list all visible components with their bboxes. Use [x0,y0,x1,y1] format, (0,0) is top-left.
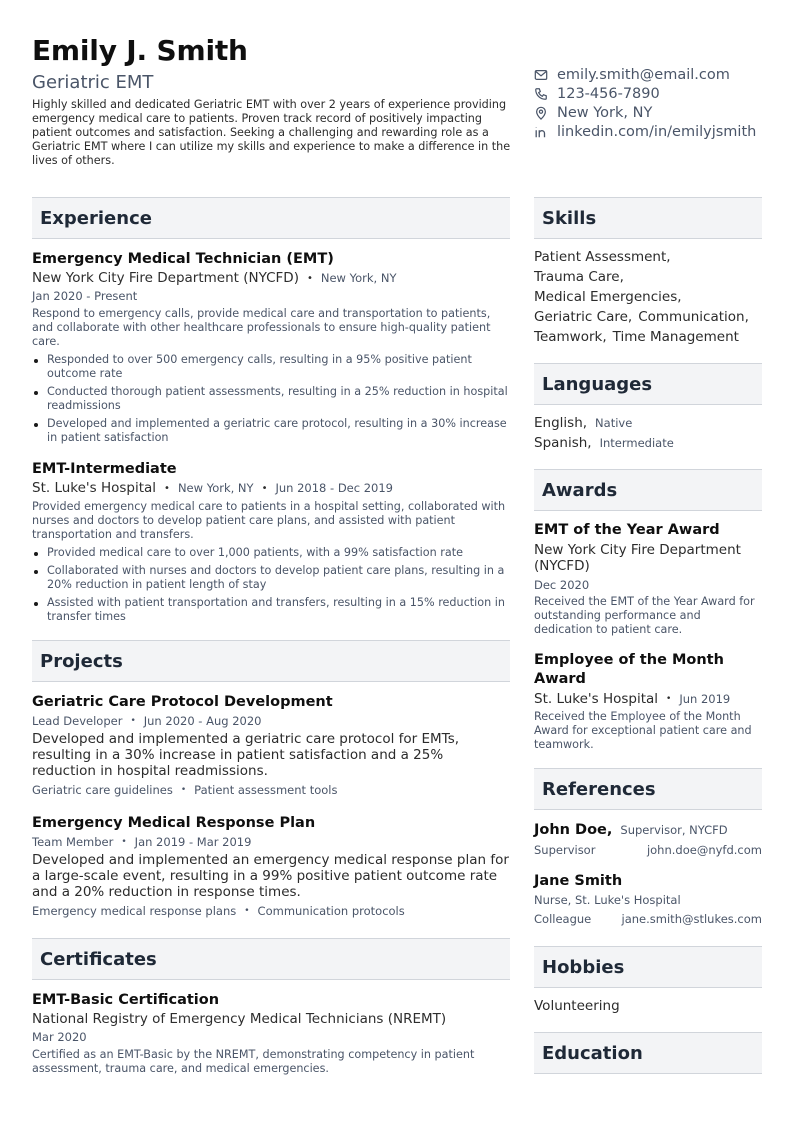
experience-company: New York City Fire Department (NYCFD) [32,270,299,286]
list-item: Developed and implemented a geriatric care protocol, resulting in a 30% increase in patient satisfaction [32,417,510,445]
project-item [32,813,510,920]
job-title: Geriatric EMT [32,72,154,93]
certificate-issuer: National Registry of Emergency Medical Technicians (NREMT) [32,1011,447,1027]
certificates-heading [32,938,510,980]
resume-header [32,34,512,168]
award-org: St. Luke's Hospital [534,691,659,707]
skill: Trauma Care, [534,269,624,285]
mail-icon [534,68,548,82]
separator-dot: • [130,716,136,726]
awards-heading [534,469,762,511]
skills-list [534,247,762,347]
experience-company: St. Luke's Hospital [32,480,157,496]
list-item: Assisted with patient transportation and transfers, resulting in a 15% reduction in transfer times [32,596,510,624]
experience-item [32,459,510,624]
experience-dates: Jan 2020 - Present [32,289,138,303]
skill-row [534,287,762,307]
project-tags [32,902,510,920]
education-heading [534,1032,762,1074]
email-text: emily.smith@email.com [557,66,730,83]
contact-email[interactable] [534,65,789,84]
project-dates: Jan 2019 - Mar 2019 [134,835,252,849]
certificate-date: Mar 2020 [32,1030,87,1044]
section-title: Hobbies [542,956,625,978]
reference-name: John Doe, [534,822,613,838]
experience-meta [32,479,510,498]
project-title: Emergency Medical Response Plan [32,815,316,831]
certificate-title: EMT-Basic Certification [32,992,220,1008]
skill-row [534,327,762,347]
separator-dot: • [164,483,170,494]
experience-description: Provided emergency medical care to patients in a hospital setting, collaborated with nurses and doctors to develop patient care plans, and assisted with patient transportation and transfers. [32,500,506,541]
experience-location: New York, NY [320,271,397,285]
reference-item [534,820,762,859]
experience-meta [32,269,510,288]
certificate-description: Certified as an EMT-Basic by the NREMT, demonstrating competency in patient assessment, trauma care, and medical emergencies. [32,1048,475,1075]
project-tag: Emergency medical response plans [32,904,237,918]
project-role: Team Member [32,835,114,849]
experience-location: New York, NY [177,481,254,495]
project-title: Geriatric Care Protocol Development [32,694,333,710]
award-description: Received the EMT of the Year Award for outstanding performance and dedication to patient care. [534,595,755,636]
project-item [32,692,510,799]
phone-icon [534,87,548,101]
reference-email[interactable]: jane.smith@stlukes.com [621,912,762,926]
language-item [534,413,762,433]
award-item [534,521,762,637]
experience-heading [32,197,510,239]
experience-bullets [32,353,510,445]
skills-heading [534,197,762,239]
experience-dates: Jun 2018 - Dec 2019 [275,481,393,495]
candidate-name: Emily J. Smith [32,34,248,67]
separator-dot: • [666,694,672,704]
award-date: Jun 2019 [679,692,731,706]
language-level: Native [595,416,633,430]
contact-location [534,103,789,122]
section-title: Skills [542,207,597,229]
project-description: Developed and implemented a geriatric care protocol for EMTs, resulting in a 30% increase in patient satisfaction and a 25% reduction in hospital readmissions. [32,731,460,779]
reference-item [534,871,762,928]
section-title: Languages [542,373,653,395]
hobbies-list [534,996,762,1016]
skill: Communication, [638,309,749,325]
experience-title: Emergency Medical Technician (EMT) [32,251,334,267]
section-title: Education [542,1042,643,1064]
hobbies-heading [534,946,762,988]
reference-name: Jane Smith [534,873,623,889]
award-item [534,651,762,752]
skill: Teamwork, [534,329,607,345]
separator-dot: • [180,785,187,795]
section-title: Projects [40,650,123,672]
separator-dot: • [261,483,268,494]
separator-dot: • [306,273,313,284]
experience-description: Respond to emergency calls, provide medical care and transportation to patients, and collaborate with other healthcare professionals to ensure high-quality patient care. [32,307,491,348]
languages-heading [534,363,762,405]
project-tag: Communication protocols [257,904,405,918]
project-meta [32,712,510,730]
summary: Highly skilled and dedicated Geriatric EMT with over 2 years of experience providing emergency medical care to patients. Proven track record of positively impacting patient outcomes and satisfaction. Seeking a challenging and rewarding role as a Geriatric EMT where I can utilize my skills and experience to make a difference in the lives of others. [32,98,511,167]
reference-relation: Nurse, St. Luke's Hospital [534,893,681,907]
award-org: New York City Fire Department (NYCFD) [534,542,741,574]
list-item: Responded to over 500 emergency calls, resulting in a 95% positive patient outcome rate [32,353,510,381]
language-name: English, [534,415,588,431]
skill-row [534,267,762,287]
skill: Time Management [612,329,739,345]
phone-text: 123-456-7890 [557,85,660,102]
award-title: EMT of the Year Award [534,522,720,538]
location-text: New York, NY [557,104,653,121]
linkedin-icon [534,125,548,139]
reference-role: Colleague [534,912,592,926]
award-org-line [534,690,762,709]
hobby-item: Volunteering [534,998,620,1014]
left-column [32,197,510,1076]
skill: Geriatric Care, [534,309,633,325]
list-item: Conducted thorough patient assessments, resulting in a 25% reduction in hospital readmissions [32,385,510,413]
reference-details [534,841,762,859]
project-tags [32,781,510,799]
separator-dot: • [244,906,250,916]
separator-dot: • [121,837,127,847]
award-title: Employee of the Month Award [534,652,724,687]
map-pin-icon [534,106,548,120]
skill: Patient Assessment, [534,249,671,265]
list-item: Collaborated with nurses and doctors to develop patient care plans, resulting in a 20% reduction in patient length of stay [32,564,510,592]
languages-list [534,413,762,453]
references-heading [534,768,762,810]
project-description: Developed and implemented an emergency medical response plan for a large-scale event, resulting in a 99% positive patient outcome rate and a 20% reduction in response times. [32,852,509,900]
project-meta [32,833,510,851]
section-title: References [542,778,656,800]
certificate-item [32,990,510,1076]
section-title: Certificates [40,948,157,970]
section-title: Experience [40,207,152,229]
skill-row [534,307,762,327]
language-level: Intermediate [599,436,674,450]
contact-linkedin[interactable] [534,122,789,141]
award-description: Received the Employee of the Month Award for exceptional patient care and teamwork. [534,710,752,751]
project-dates: Jun 2020 - Aug 2020 [143,714,262,728]
section-title: Awards [542,479,618,501]
language-item [534,433,762,453]
project-tag: Patient assessment tools [194,783,338,797]
contact-phone[interactable] [534,84,789,103]
experience-title: EMT-Intermediate [32,461,177,477]
skill: Medical Emergencies, [534,289,682,305]
reference-details [534,910,762,928]
projects-heading [32,640,510,682]
reference-header [534,820,762,840]
language-name: Spanish, [534,435,592,451]
skill-row [534,247,762,267]
reference-relation: Supervisor, NYCFD [620,823,728,837]
reference-email[interactable]: john.doe@nyfd.com [646,843,762,857]
award-date: Dec 2020 [534,578,590,592]
contact-info [534,65,789,141]
project-role: Lead Developer [32,714,123,728]
reference-role: Supervisor [534,843,596,857]
right-column [534,197,762,1074]
experience-bullets [32,546,510,624]
experience-item [32,249,510,445]
project-tag: Geriatric care guidelines [32,783,173,797]
linkedin-text: linkedin.com/in/emilyjsmith [557,123,757,140]
list-item: Provided medical care to over 1,000 patients, with a 99% satisfaction rate [32,546,510,560]
